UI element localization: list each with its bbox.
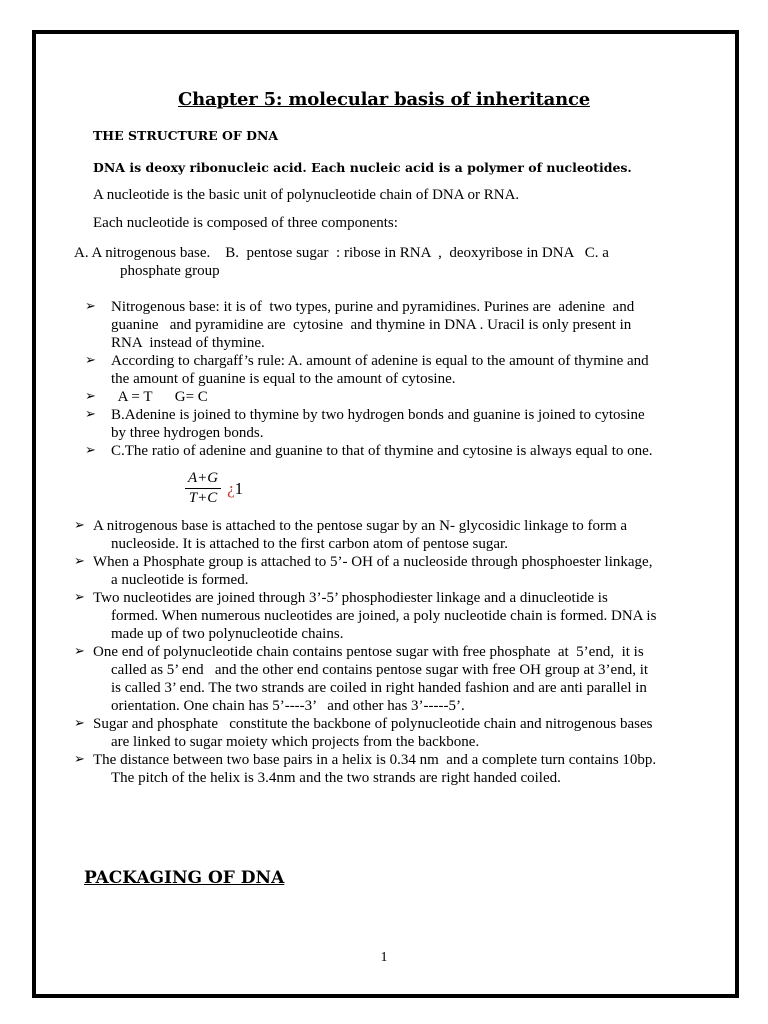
page-border (32, 30, 739, 998)
arrow-bullet-icon: ➢ (85, 389, 96, 404)
list-item-line: is called 3’ end. The two strands are coiled in right handed fashion and are anti parallel in (111, 680, 647, 696)
list-item-line: by three hydrogen bonds. (111, 425, 264, 441)
list-item (74, 589, 684, 643)
formula-symbol: ¿ (227, 478, 235, 498)
list-item-line: Nitrogenous base: it is of two types, purine and pyramidines. Purines are adenine and (111, 299, 635, 315)
list-item-line: nucleoside. It is attached to the first carbon atom of pentose sugar. (111, 536, 508, 552)
list-item (85, 442, 685, 460)
formula-denominator: T+C (188, 490, 218, 506)
formula-value: 1 (234, 478, 244, 498)
arrow-bullet-icon: ➢ (85, 299, 96, 314)
components-line: A. A nitrogenous base. B. pentose sugar : ribose in RNA , deoxyribose in DNA C. a (74, 245, 609, 261)
list-item-line: Sugar and phosphate constitute the backbone of polynucleotide chain and nitrogenous bases (93, 716, 653, 732)
components-line: phosphate group (120, 263, 220, 279)
arrow-bullet-icon: ➢ (74, 518, 85, 533)
list-item (74, 643, 684, 715)
list-item-line: Two nucleotides are joined through 3’-5’ phosphodiester linkage and a dinucleotide is (93, 590, 608, 606)
paragraph-nucleotide: A nucleotide is the basic unit of polynucleotide chain of DNA or RNA. (93, 187, 520, 203)
list-item-line: The pitch of the helix is 3.4nm and the two strands are right handed coiled. (111, 770, 561, 786)
formula-rhs (227, 479, 243, 499)
bullet-list-structure (74, 517, 684, 787)
section-heading: PACKAGING OF DNA (84, 868, 285, 888)
list-item (74, 553, 684, 589)
subheading: THE STRUCTURE OF DNA (93, 128, 279, 143)
arrow-bullet-icon: ➢ (74, 752, 85, 767)
paragraph-components: Each nucleotide is composed of three components: (93, 215, 398, 231)
list-item-line: A nitrogenous base is attached to the pentose sugar by an N- glycosidic linkage to form a (93, 518, 628, 534)
list-item-line: According to chargaff’s rule: A. amount of adenine is equal to the amount of thymine and (111, 353, 649, 369)
formula-fraction (185, 470, 221, 507)
arrow-bullet-icon: ➢ (74, 554, 85, 569)
bullet-list-base-properties (85, 298, 685, 460)
list-item-line: When a Phosphate group is attached to 5’- OH of a nucleoside through phosphoester linkage, (93, 554, 653, 570)
list-item (74, 715, 684, 751)
list-item-line: a nucleotide is formed. (111, 572, 249, 588)
list-item (85, 406, 685, 442)
arrow-bullet-icon: ➢ (85, 443, 96, 458)
components-list (74, 244, 654, 280)
list-item-line: made up of two polynucleotide chains. (111, 626, 344, 642)
arrow-bullet-icon: ➢ (74, 716, 85, 731)
chapter-title: Chapter 5: molecular basis of inheritance (178, 89, 590, 110)
list-item (74, 517, 684, 553)
page-number: 1 (380, 950, 388, 965)
bold-intro: DNA is deoxy ribonucleic acid. Each nucleic acid is a polymer of nucleotides. (93, 160, 632, 175)
list-item-line: the amount of guanine is equal to the amount of cytosine. (111, 371, 456, 387)
list-item-line: RNA instead of thymine. (111, 335, 265, 351)
list-item-line: called as 5’ end and the other end contains pentose sugar with free OH group at 3’end, it (111, 662, 649, 678)
list-item-line: One end of polynucleotide chain contains pentose sugar with free phosphate at 5’end, it is (93, 644, 644, 660)
list-item-line: are linked to sugar moiety which projects from the backbone. (111, 734, 480, 750)
list-item (85, 352, 685, 388)
list-item (85, 298, 685, 352)
formula-numerator: A+G (185, 470, 221, 489)
list-item-line: The distance between two base pairs in a helix is 0.34 nm and a complete turn contains 10bp. (93, 752, 657, 768)
list-item (74, 751, 684, 787)
list-item-line: A = T G= C (111, 389, 208, 405)
ratio-formula (185, 470, 243, 507)
arrow-bullet-icon: ➢ (74, 644, 85, 659)
list-item-line: formed. When numerous nucleotides are joined, a poly nucleotide chain is formed. DNA is (111, 608, 657, 624)
arrow-bullet-icon: ➢ (85, 353, 96, 368)
arrow-bullet-icon: ➢ (74, 590, 85, 605)
list-item (85, 388, 685, 406)
arrow-bullet-icon: ➢ (85, 407, 96, 422)
list-item-line: C.The ratio of adenine and guanine to that of thymine and cytosine is always equal to one. (111, 443, 653, 459)
list-item-line: guanine and pyramidine are cytosine and thymine in DNA . Uracil is only present in (111, 317, 632, 333)
list-item-line: B.Adenine is joined to thymine by two hydrogen bonds and guanine is joined to cytosine (111, 407, 645, 423)
list-item-line: orientation. One chain has 5’----3’ and other has 3’-----5’. (111, 698, 465, 714)
